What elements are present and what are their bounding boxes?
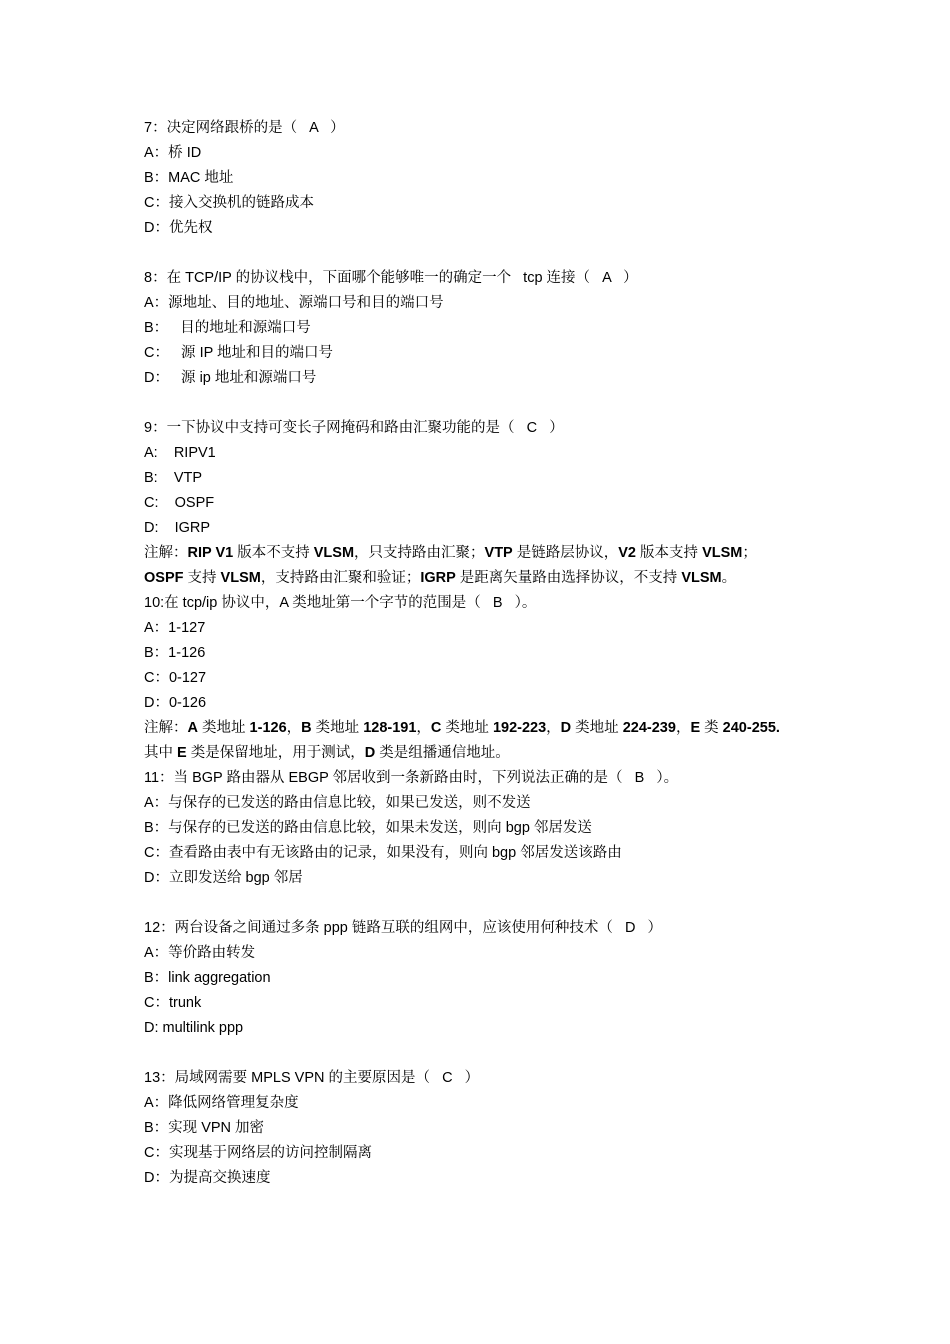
option-b: B： 目的地址和源端口号 xyxy=(144,319,311,336)
option-a: A：与保存的已发送的路由信息比较，如果已发送，则不发送 xyxy=(144,794,531,811)
question-text: 13：局域网需要 MPLS VPN 的主要原因是（ C ） xyxy=(144,1069,480,1086)
question-12 xyxy=(144,916,824,1041)
option-c: C：0-127 xyxy=(144,669,207,686)
option-a: A：降低网络管理复杂度 xyxy=(144,1094,299,1111)
option-d: D：0-126 xyxy=(144,694,207,711)
spacer xyxy=(144,391,824,416)
spacer xyxy=(144,241,824,266)
question-10 xyxy=(144,591,824,766)
note-line-2: OSPF 支持 VLSM，支持路由汇聚和验证；IGRP 是距离矢量路由选择协议，不支持 VLSM。 xyxy=(144,569,737,586)
question-8 xyxy=(144,266,824,391)
option-c: C：接入交换机的链路成本 xyxy=(144,195,314,211)
note-line-1: 注解：A 类地址 1-126，B 类地址 128-191，C 类地址 192-223，D 类地址 224-239，E 类 240-255. xyxy=(144,719,780,736)
option-a: A：桥 ID xyxy=(144,145,202,161)
option-a: A: RIPV1 xyxy=(144,444,216,461)
question-text: 8：在 TCP/IP 的协议栈中，下面哪个能够唯一的确定一个 tcp 连接（ A ） xyxy=(144,269,638,286)
question-text: 10:在 tcp/ip 协议中，A 类地址第一个字节的范围是（ B ）。 xyxy=(144,594,537,611)
note-line-1: 注解：RIP V1 版本不支持 VLSM，只支持路由汇聚；VTP 是链路层协议，V2 版本支持 VLSM； xyxy=(144,544,757,561)
spacer xyxy=(144,1041,824,1066)
option-b: B: VTP xyxy=(144,469,203,486)
option-d: D：为提高交换速度 xyxy=(144,1169,271,1186)
option-c: C：实现基于网络层的访问控制隔离 xyxy=(144,1144,372,1161)
option-a: A：源地址、目的地址、源端口号和目的端口号 xyxy=(144,294,444,311)
question-13 xyxy=(144,1066,824,1191)
note-line-2: 其中 E 类是保留地址，用于测试，D 类是组播通信地址。 xyxy=(144,744,510,761)
question-text: 11：当 BGP 路由器从 EBGP 邻居收到一条新路由时，下列说法正确的是（ B ）。 xyxy=(144,769,679,786)
question-text: 7：决定网络跟桥的是（ A ） xyxy=(144,120,345,136)
spacer xyxy=(144,891,824,916)
question-9 xyxy=(144,416,824,591)
option-c: C： 源 IP 地址和目的端口号 xyxy=(144,344,334,361)
option-a: A：1-127 xyxy=(144,619,206,636)
option-d: D：立即发送给 bgp 邻居 xyxy=(144,869,303,886)
option-b: B：实现 VPN 加密 xyxy=(144,1119,265,1136)
option-b: B：与保存的已发送的路由信息比较，如果未发送，则向 bgp 邻居发送 xyxy=(144,819,592,836)
question-text: 9：一下协议中支持可变长子网掩码和路由汇聚功能的是（ C ） xyxy=(144,419,564,436)
question-text: 12：两台设备之间通过多条 ppp 链路互联的组网中，应该使用何种技术（ D ） xyxy=(144,919,663,936)
option-d: D：优先权 xyxy=(144,220,213,236)
option-d: D: multilink ppp xyxy=(144,1019,244,1036)
option-c: C: OSPF xyxy=(144,494,215,511)
option-b: B：MAC 地址 xyxy=(144,170,234,186)
option-d: D: IGRP xyxy=(144,519,211,536)
option-b: B：link aggregation xyxy=(144,969,271,986)
question-11 xyxy=(144,766,824,891)
document-page xyxy=(144,116,824,1191)
option-c: C：trunk xyxy=(144,994,202,1011)
option-d: D： 源 ip 地址和源端口号 xyxy=(144,369,317,386)
option-a: A：等价路由转发 xyxy=(144,944,256,961)
option-b: B：1-126 xyxy=(144,644,206,661)
question-7 xyxy=(144,116,824,241)
option-c: C：查看路由表中有无该路由的记录，如果没有，则向 bgp 邻居发送该路由 xyxy=(144,844,622,861)
